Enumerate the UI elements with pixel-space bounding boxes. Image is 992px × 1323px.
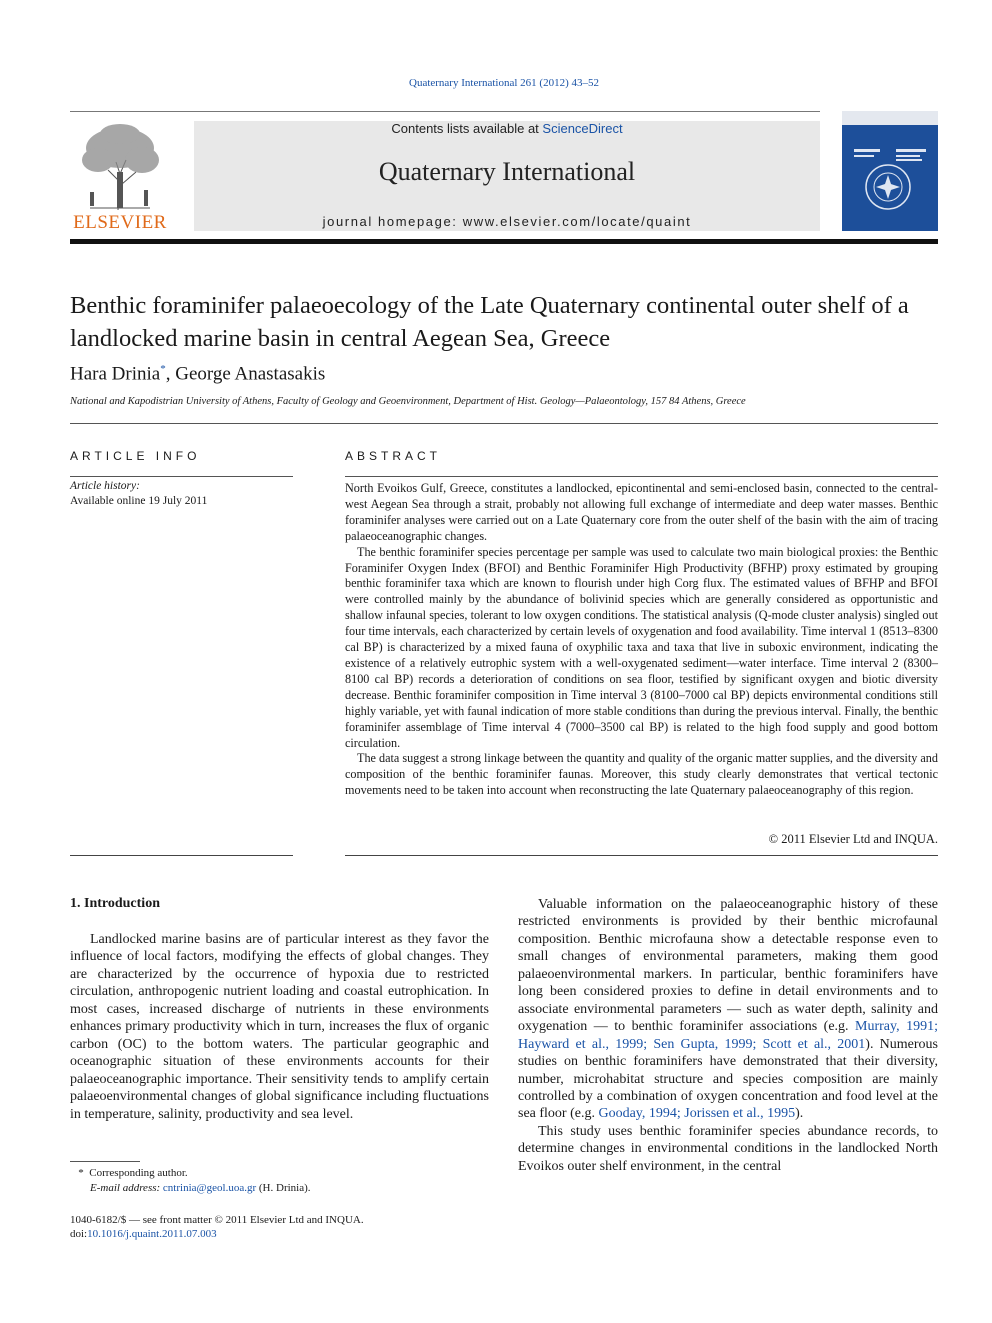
abstract-bottom-rule bbox=[345, 855, 938, 856]
abstract-heading: ABSTRACT bbox=[345, 449, 442, 463]
article-info-heading: ARTICLE INFO bbox=[70, 449, 201, 463]
paragraph-text: ). Numerous studies on benthic foraminifers have demonstrated that their diversity, number, microhabitat structure and species composition are mainly controlled by a combination of oxygen concentration and food level at the sea floor (e.g. bbox=[518, 1036, 938, 1122]
abstract-copyright: © 2011 Elsevier Ltd and INQUA. bbox=[768, 832, 938, 846]
cover-emblem-icon bbox=[842, 111, 938, 231]
citation-link[interactable]: Murray, 1991; Hayward et al., 1999; Sen Gupta, 1999; Scott et al., 2001 bbox=[518, 1019, 938, 1052]
front-matter bbox=[70, 1213, 364, 1241]
footnote-corresponding: Corresponding author. bbox=[89, 1167, 188, 1179]
doi-line bbox=[70, 1227, 364, 1241]
elsevier-wordmark: ELSEVIER bbox=[73, 212, 167, 233]
sciencedirect-link[interactable]: ScienceDirect bbox=[542, 121, 623, 136]
issn-line: 1040-6182/$ — see front matter © 2011 Elsevier Ltd and INQUA. bbox=[70, 1214, 364, 1226]
journal-cover-thumbnail[interactable] bbox=[842, 111, 938, 231]
author-list bbox=[70, 363, 325, 385]
contents-prefix: Contents lists available at bbox=[391, 121, 543, 136]
body-paragraph: Landlocked marine basins are of particular interest as they favor the influence of local factors, modifying the effects of global changes. They are characterized by the occurrence of hypoxia due to restricted circulation, anthropogenic nutrient loading and coastal eutrophication. In most cases, increased discharge of nutrients in these environments enhances primary productivity which in turn, increases the flux of organic carbon (OC) to the bottom waters. The particular geographic and oceanographic situation of these environments accounts for their palaeoceanographic importance. Their sensitivity tends to amplify certain palaeoenvironmental changes of global significance including fluctuations in temperature, salinity, productivity and sea level. bbox=[70, 932, 489, 1122]
abstract-text bbox=[345, 481, 938, 799]
journal-banner bbox=[194, 121, 820, 231]
citation-link[interactable]: Gooday, 1994; Jorissen et al., 1995 bbox=[598, 1106, 796, 1122]
header-thick-rule bbox=[70, 239, 938, 244]
footnote-mark: * bbox=[78, 1167, 84, 1179]
article-history-value: Available online 19 July 2011 bbox=[70, 495, 208, 507]
footnote-rule bbox=[70, 1161, 140, 1162]
abstract-paragraph: The data suggest a strong linkage between the quantity and quality of the organic matter supplies, and the diversity and composition of the benthic foraminifer faunas. Moreover, this study clearly demonstrates that vertical tectonic movements need to be taken into account when reconstructing the late Quaternary palaeoceanography of this region. bbox=[345, 751, 938, 798]
contents-line bbox=[194, 121, 820, 136]
email-suffix: (H. Drinia). bbox=[256, 1182, 311, 1194]
article-info-rule bbox=[70, 476, 293, 477]
paragraph-text: ). bbox=[795, 1106, 804, 1122]
body-column-left bbox=[70, 931, 489, 1123]
article-info-bottom-rule bbox=[70, 855, 293, 856]
corresponding-author-mark[interactable]: * bbox=[160, 363, 166, 375]
author-affiliation: National and Kapodistrian University of Athens, Faculty of Geology and Geoenvironment, Department of Hist. Geology—Palaeontology, 157 84 Athens, Greece bbox=[70, 396, 746, 407]
journal-citation[interactable] bbox=[0, 77, 992, 89]
journal-title[interactable]: Quaternary International bbox=[378, 157, 636, 186]
abstract-paragraph: North Evoikos Gulf, Greece, constitutes a landlocked, epicontinental and semi-enclosed basin, connected to the central-west Aegean Sea through a strait, probably not allowing full exchange of intermediate and deep water masses. Benthic foraminifer analyses were carried out on a Late Quaternary core from the outer shelf of the basin with the aim of tracing palaeoceanographic changes. bbox=[345, 481, 938, 543]
email-link[interactable]: cntrinia@geol.uoa.gr bbox=[162, 1182, 257, 1194]
body-paragraph: This study uses benthic foraminifer species abundance records, to determine changes in environmental conditions in the landlocked North Evoikos outer shelf environment, in the central bbox=[518, 1123, 938, 1174]
paragraph-text: Valuable information on the palaeoceanographic history of these restricted environments is provided by their benthic microfaunal composition. Benthic microfauna show a detectable response even to small changes of environmental parameters, making them good palaeoenvironmental markers. In particular, benthic foraminifers have long been considered proxies to define in detail environments and to associate environmental parameters — such as water depth, salinity and oxygenation — to benthic foraminifer associations (e.g. bbox=[518, 897, 938, 1035]
author-name[interactable]: , George Anastasakis bbox=[165, 363, 326, 385]
footnote-line bbox=[70, 1166, 311, 1181]
section-heading-introduction: 1. Introduction bbox=[70, 896, 160, 911]
author-name[interactable]: Hara Drinia bbox=[70, 363, 161, 385]
doi-link[interactable]: 10.1016/j.quaint.2011.07.003 bbox=[87, 1228, 217, 1240]
abstract-rule bbox=[345, 476, 938, 477]
journal-homepage[interactable]: journal homepage: www.elsevier.com/locate/quaint bbox=[322, 214, 692, 229]
abstract-paragraph: The benthic foraminifer species percentage per sample was used to calculate two main biological proxies: the Benthic Foraminifer Oxygen Index (BFOI) and Benthic Foraminifer High Productivity (BFHP) proxy estimated by grouping benthic foraminifer taxa which are known to flourish under high Corg flux. The estimated values of BFHP and BFOI were controlled mainly by the abundance of bolivinid species which are generally considered as opportunistic and shallow infaunal species, tolerant to low oxygen conditions. The statistical analysis (Q-mode cluster analysis) singled out four time intervals, each characterized by certain levels of oxygenation and food availability. Time interval 1 (8513–8300 cal BP) is characterized by a mixed fauna of oxyphilic taxa and taxa that live in suboxic environment, indicating the existence of a relatively eutrophic system with a well-oxygenated sediment—water interface. Time interval 2 (8300–8100 cal BP) records a deterioration of conditions on sea floor, testified by significant oxygen and biotic diversity decrease. Benthic foraminifer composition in Time interval 3 (8100–7000 cal BP) depicts environmental conditions still highly variable, yet with faunal indication of more stable conditions than during the previous interval. Finally, the benthic foraminifer assemblage of Time interval 4 (7000–3500 cal BP) is related to the high food supply and good bottom circulation. bbox=[345, 544, 938, 750]
header-divider bbox=[70, 111, 820, 112]
body-column-right bbox=[518, 896, 938, 1175]
tree-icon bbox=[70, 122, 170, 212]
body-paragraph bbox=[518, 896, 938, 1123]
email-label: E-mail address: bbox=[90, 1182, 163, 1194]
doi-label: doi: bbox=[70, 1228, 88, 1240]
citation-link[interactable]: Quaternary International 261 (2012) 43–52 bbox=[409, 77, 599, 89]
article-title: Benthic foraminifer palaeoecology of the Late Quaternary continental outer shelf of a landlocked marine basin in central Aegean Sea, Greece bbox=[70, 292, 909, 352]
affiliation-divider bbox=[70, 423, 938, 424]
footnote bbox=[70, 1166, 311, 1196]
article-history-label: Article history: bbox=[70, 480, 140, 492]
footnote-line bbox=[70, 1181, 311, 1196]
